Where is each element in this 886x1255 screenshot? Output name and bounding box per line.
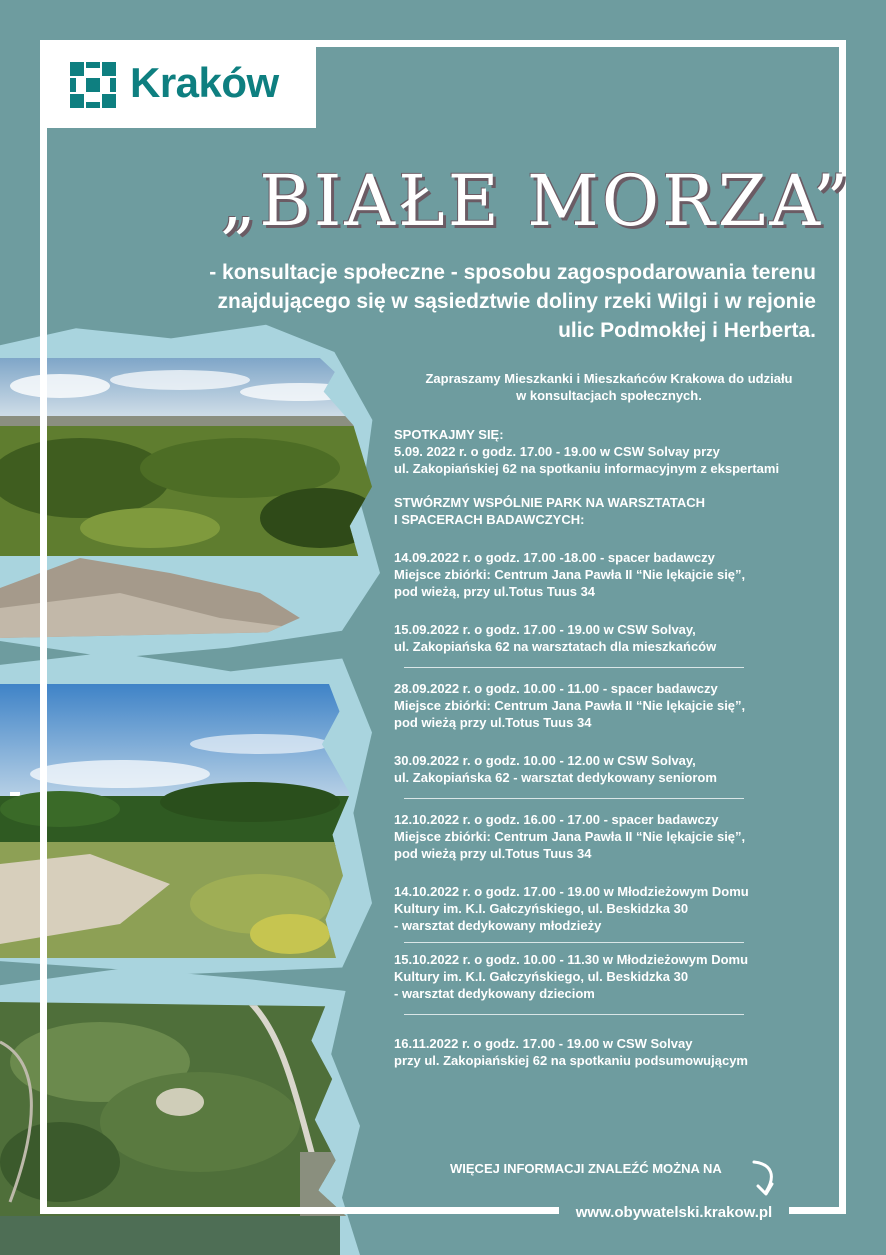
event-line: 5.09. 2022 r. o godz. 17.00 - 19.00 w CSW Solvay przy: [394, 444, 720, 459]
curved-arrow-icon: [750, 1158, 780, 1198]
event-line: - warsztat dedykowany dzieciom: [394, 986, 595, 1001]
photo-aerial-strip: [0, 1216, 340, 1255]
event-line: Miejsce zbiórki: Centrum Jana Pawła II “Nie lękajcie się”,: [394, 567, 746, 582]
events-list: [394, 426, 834, 1069]
event-line: ul. Zakopiańska 62 na warsztatach dla mieszkańców: [394, 639, 717, 654]
event-line: - warsztat dedykowany młodzieży: [394, 918, 602, 933]
event-line: pod wieżą, przy ul.Totus Tuus 34: [394, 584, 596, 599]
event-line: Kultury im. K.I. Gałczyńskiego, ul. Beskidzka 30: [394, 969, 689, 984]
poster-subtitle: [96, 258, 816, 345]
event-line: ul. Zakopiańska 62 - warsztat dedykowany seniorom: [394, 770, 717, 785]
event-line: pod wieżą przy ul.Totus Tuus 34: [394, 715, 592, 730]
intro-line: Zapraszamy Mieszkanki i Mieszkańców Krakowa do udziału: [425, 371, 793, 386]
workshops-heading: STWÓRZMY WSPÓLNIE PARK NA WARSZTATACH: [394, 495, 706, 510]
event-item: [394, 549, 834, 600]
event-item: [394, 680, 834, 731]
event-line: 14.09.2022 r. o godz. 17.00 -18.00 - spacer badawczy: [394, 550, 715, 565]
krakow-logo: [40, 40, 316, 128]
event-item: [394, 752, 834, 786]
krakow-logo-text: Kraków: [130, 59, 279, 106]
event-line: 12.10.2022 r. o godz. 16.00 - 17.00 - spacer badawczy: [394, 812, 719, 827]
divider: [404, 1014, 744, 1015]
event-line: ul. Zakopiańskiej 62 na spotkaniu informacyjnym z ekspertami: [394, 461, 780, 476]
event-line: Miejsce zbiórki: Centrum Jana Pawła II “Nie lękajcie się”,: [394, 698, 746, 713]
event-item: [394, 811, 834, 862]
divider: [404, 798, 744, 799]
workshops-heading: I SPACERACH BADAWCZYCH:: [394, 512, 585, 527]
website-link[interactable]: www.obywatelski.krakow.pl: [559, 1199, 789, 1227]
divider: [404, 667, 744, 668]
poster-title: „BIAŁE MORZA”: [220, 160, 852, 242]
invitation-text: [394, 370, 824, 404]
krakow-logo-icon: [70, 62, 116, 108]
more-info-text: WIĘCEJ INFORMACJI ZNALEŹĆ MOŻNA NA: [450, 1161, 722, 1176]
event-item: [394, 1035, 834, 1069]
event-item: [394, 883, 834, 934]
intro-line: w konsultacjach społecznych.: [516, 388, 702, 403]
event-line: 30.09.2022 r. o godz. 10.00 - 12.00 w CSW Solvay,: [394, 753, 696, 768]
event-line: 15.10.2022 r. o godz. 10.00 - 11.30 w Młodzieżowym Domu: [394, 952, 749, 967]
event-item: [394, 951, 834, 1002]
event-line: Miejsce zbiórki: Centrum Jana Pawła II “Nie lękajcie się”,: [394, 829, 746, 844]
event-line: pod wieżą przy ul.Totus Tuus 34: [394, 846, 592, 861]
event-line: 14.10.2022 r. o godz. 17.00 - 19.00 w Młodzieżowym Domu: [394, 884, 749, 899]
event-line: 15.09.2022 r. o godz. 17.00 - 19.00 w CSW Solvay,: [394, 622, 696, 637]
event-line: 28.09.2022 r. o godz. 10.00 - 11.00 - spacer badawczy: [394, 681, 718, 696]
subtitle-line: ulic Podmokłej i Herberta.: [558, 319, 816, 342]
event-line: przy ul. Zakopiańskiej 62 na spotkaniu podsumowującym: [394, 1053, 748, 1068]
event-line: 16.11.2022 r. o godz. 17.00 - 19.00 w CSW Solvay: [394, 1036, 693, 1051]
meet-heading: SPOTKAJMY SIĘ:: [394, 427, 504, 442]
subtitle-line: - konsultacje społeczne - sposobu zagospodarowania terenu: [209, 261, 816, 284]
subtitle-line: znajdującego się w sąsiedztwie doliny rzeki Wilgi i w rejonie: [217, 290, 816, 313]
event-item: [394, 621, 834, 655]
event-line: Kultury im. K.I. Gałczyńskiego, ul. Beskidzka 30: [394, 901, 689, 916]
divider: [404, 942, 744, 943]
